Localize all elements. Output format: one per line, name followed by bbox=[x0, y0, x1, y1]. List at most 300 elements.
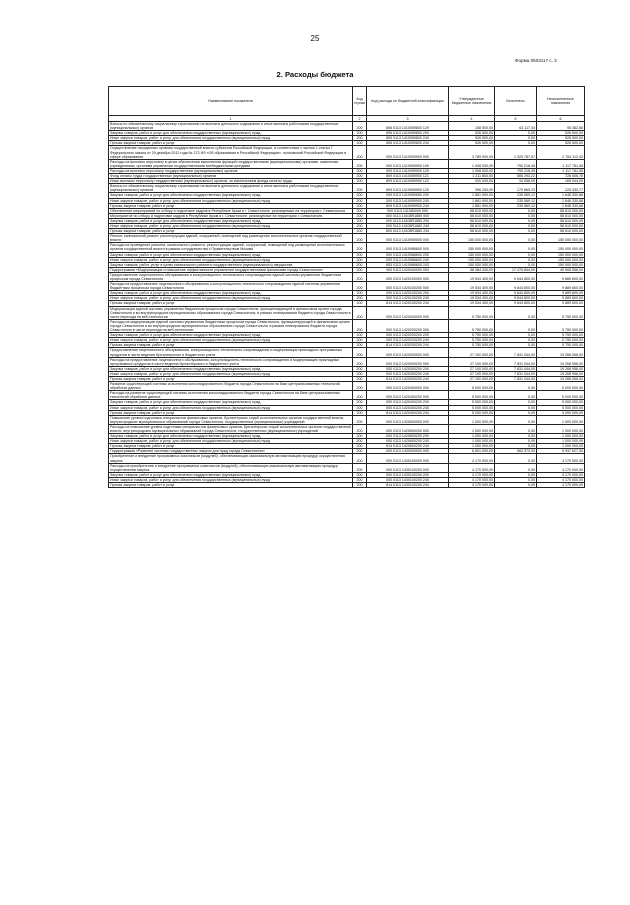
column-number: 4 bbox=[449, 116, 495, 122]
row-line-code: 200 bbox=[353, 141, 367, 146]
row-name: Иные закупки товаров, работ и услуг для обеспечения государственных (муниципальных) нужд bbox=[109, 136, 353, 141]
row-approved-amount: 5 750 000,00 bbox=[449, 306, 495, 319]
row-approved-amount: 1 311 800,00 bbox=[449, 174, 495, 179]
row-executed-amount: 7 831 044,00 bbox=[495, 348, 537, 357]
row-remaining-amount: 58 610 000,00 bbox=[537, 208, 585, 213]
column-number: 2 bbox=[353, 116, 367, 122]
row-line-code: 200 bbox=[353, 371, 367, 376]
row-remaining-amount: 5 000 000,00 bbox=[537, 382, 585, 391]
row-budget-code: 000 0113 14108R1880 240 bbox=[367, 223, 449, 228]
row-line-code: 200 bbox=[353, 306, 367, 319]
row-budget-code: 000 0113 1420400000 000 bbox=[367, 382, 449, 391]
row-remaining-amount: 1 000 000,00 bbox=[537, 439, 585, 444]
row-approved-amount: 396 200,00 bbox=[449, 184, 495, 193]
row-budget-code: 806 0113 1410059800 244 bbox=[367, 141, 449, 146]
row-line-code: 200 bbox=[353, 218, 367, 223]
row-line-code: 200 bbox=[353, 400, 367, 405]
row-name: Расходы на приобретение и внедрение программных комплексов (модулей), обеспечивающих максимальную автоматизацию процедур осуществления закупок bbox=[109, 463, 353, 472]
row-remaining-amount: 9 889 600,00 bbox=[537, 282, 585, 291]
row-executed-amount: 1 025 787,57 bbox=[495, 146, 537, 159]
row-approved-amount: 5 750 000,00 bbox=[449, 343, 495, 348]
row-executed-amount: 0,00 bbox=[495, 252, 537, 257]
row-name: Закупка товаров, работ и услуг для обеспечения государственных (муниципальных) нужд bbox=[109, 252, 353, 257]
row-budget-code: 000 0113 14108R1880 000 bbox=[367, 213, 449, 218]
table-row bbox=[109, 348, 585, 357]
row-executed-amount: 0,00 bbox=[495, 483, 537, 488]
row-budget-code: 814 0113 1430100200 244 bbox=[367, 483, 449, 488]
row-budget-code: 000 0113 1420400200 240 bbox=[367, 405, 449, 410]
row-remaining-amount: 58 610 000,00 bbox=[537, 218, 585, 223]
row-budget-code: 000 0113 141080000 000 bbox=[367, 208, 449, 213]
row-approved-amount: 1 000 000,00 bbox=[449, 439, 495, 444]
row-executed-amount: 0,00 bbox=[495, 131, 537, 136]
row-remaining-amount: 5 000 000,00 bbox=[537, 410, 585, 415]
header-approved: Утвержденные бюджетные назначения bbox=[449, 87, 495, 116]
row-approved-amount: 1 881 900,00 bbox=[449, 203, 495, 208]
row-line-code: 200 bbox=[353, 449, 367, 454]
row-name: Фонд оплаты труда государственных (муниципальных) органов bbox=[109, 174, 353, 179]
row-remaining-amount: 1 646 330,88 bbox=[537, 198, 585, 203]
row-name: Развитие существующей системы исполнения консолидированного бюджета города Севастополя на базе централизованных технологий обработки данных bbox=[109, 382, 353, 391]
row-budget-code: 000 0113 1420100200 200 bbox=[367, 291, 449, 296]
row-executed-amount: 0,00 bbox=[495, 391, 537, 400]
row-remaining-amount: 9 889 600,00 bbox=[537, 291, 585, 296]
row-remaining-amount: 1 000 000,00 bbox=[537, 424, 585, 433]
row-remaining-amount: 1 646 330,88 bbox=[537, 193, 585, 198]
row-remaining-amount: 19 268 956,00 bbox=[537, 376, 585, 381]
row-name: Подпрограмма «Развитие системы государственных закупок для нужд города Севастополя» bbox=[109, 449, 353, 454]
row-remaining-amount: 526 500,00 bbox=[537, 131, 585, 136]
row-budget-code: 809 0113 1410059900 122 bbox=[367, 179, 449, 184]
row-line-code: 200 bbox=[353, 319, 367, 332]
row-budget-code: 000 0113 1410986600 240 bbox=[367, 257, 449, 262]
row-remaining-amount: 1 117 781,55 bbox=[537, 159, 585, 168]
row-approved-amount: 4 170 000,00 bbox=[449, 463, 495, 472]
row-remaining-amount: 58 610 000,00 bbox=[537, 213, 585, 218]
row-name: Закупка товаров, работ и услуг для обеспечения государственных (муниципальных) нужд bbox=[109, 434, 353, 439]
row-remaining-amount: 4 170 000,00 bbox=[537, 483, 585, 488]
row-approved-amount: 58 610 000,00 bbox=[449, 218, 495, 223]
row-name: Расходы на модернизацию единой системы управления бюджетным процессом города Севастополя, функционирующей в финансовом органе города Севастополя и во внутригородских муниципальных образованиях города Севастополя, в рамках планирования бюджета города Севастополя в части перехода на веб-технологии bbox=[109, 319, 353, 332]
row-name: Иные закупки товаров, работ и услуг для обеспечения государственных (муниципальных) нужд bbox=[109, 439, 353, 444]
table-row bbox=[109, 424, 585, 433]
table-row bbox=[109, 415, 585, 424]
row-budget-code: 000 0113 1430100200 200 bbox=[367, 472, 449, 477]
row-budget-code: 814 0113 1420200200 244 bbox=[367, 343, 449, 348]
column-number: 1 bbox=[109, 116, 353, 122]
row-line-code: 200 bbox=[353, 179, 367, 184]
row-executed-amount: 7 831 044,00 bbox=[495, 366, 537, 371]
row-budget-code: 000 0113 1420200000 000 bbox=[367, 306, 449, 319]
row-line-code: 200 bbox=[353, 366, 367, 371]
row-executed-amount: 0,00 bbox=[495, 306, 537, 319]
row-line-code: 200 bbox=[353, 472, 367, 477]
header-line: Код строки bbox=[353, 87, 367, 116]
row-line-code: 200 bbox=[353, 122, 367, 131]
row-executed-amount: 7 831 044,00 bbox=[495, 357, 537, 366]
row-remaining-amount: 526 500,00 bbox=[537, 141, 585, 146]
row-executed-amount: 0,00 bbox=[495, 477, 537, 482]
row-remaining-amount: 150 000 000,00 bbox=[537, 262, 585, 267]
row-remaining-amount: 5 750 000,00 bbox=[537, 333, 585, 338]
table-row bbox=[109, 357, 585, 366]
row-executed-amount: 0,00 bbox=[495, 415, 537, 424]
row-budget-code: 000 0113 1410059900 100 bbox=[367, 159, 449, 168]
row-remaining-amount: 225 330,77 bbox=[537, 184, 585, 193]
row-name: Прочая закупка товаров, работ и услуг bbox=[109, 483, 353, 488]
row-remaining-amount: 5 750 000,00 bbox=[537, 319, 585, 332]
row-budget-code: 814 0113 1420300200 244 bbox=[367, 376, 449, 381]
row-executed-amount: 0,00 bbox=[495, 262, 537, 267]
form-label: Форма 0503117 с. 2 bbox=[515, 58, 557, 63]
row-budget-code: 000 0113 1420100000 000 bbox=[367, 272, 449, 281]
row-line-code: 200 bbox=[353, 174, 367, 179]
row-line-code: 200 bbox=[353, 213, 367, 218]
row-executed-amount: 34 056,00 bbox=[495, 179, 537, 184]
row-remaining-amount: 150 000 000,00 bbox=[537, 257, 585, 262]
row-approved-amount: 5 000 000,00 bbox=[449, 405, 495, 410]
row-executed-amount: 17 475 844,00 bbox=[495, 267, 537, 272]
row-approved-amount: 19 534 400,00 bbox=[449, 296, 495, 301]
table-row bbox=[109, 463, 585, 472]
row-name: Модернизация единой системы управления бюджетным процессом города Севастополя, функционирующей в финансовом органе города Севастополя и во внутригородских муниципальных образованиях города Севастополя, в рамках планирования бюджета города Севастополя в части перехода на веб-технологии bbox=[110, 306, 351, 319]
row-line-code: 200 bbox=[353, 243, 367, 252]
row-approved-amount: 1 000 000,00 bbox=[449, 444, 495, 449]
row-line-code: 200 bbox=[353, 382, 367, 391]
row-line-code: 200 bbox=[353, 434, 367, 439]
row-line-code: 200 bbox=[353, 348, 367, 357]
row-executed-amount: 0,00 bbox=[495, 463, 537, 472]
row-remaining-amount: 5 750 000,00 bbox=[537, 343, 585, 348]
row-approved-amount: 5 750 000,00 bbox=[449, 338, 495, 343]
row-approved-amount: 1 000 000,00 bbox=[449, 434, 495, 439]
row-line-code: 200 bbox=[353, 301, 367, 306]
row-line-code: 200 bbox=[353, 338, 367, 343]
row-name: Прочая закупка товаров, работ и услуг bbox=[109, 410, 353, 415]
row-budget-code: 000 0113 1410059900 200 bbox=[367, 193, 449, 198]
column-number: 5 bbox=[495, 116, 537, 122]
row-line-code: 200 bbox=[353, 223, 367, 228]
header-row bbox=[109, 87, 585, 116]
row-budget-code: 000 0113 1430100000 000 bbox=[367, 454, 449, 463]
row-approved-amount: 5 750 000,00 bbox=[449, 333, 495, 338]
row-line-code: 200 bbox=[353, 405, 367, 410]
row-executed-amount: 0,00 bbox=[495, 223, 537, 228]
row-executed-amount: 790 218,45 bbox=[495, 168, 537, 173]
row-line-code: 200 bbox=[353, 262, 367, 267]
row-budget-code: 000 0113 14108R1880 200 bbox=[367, 218, 449, 223]
row-executed-amount: 0,00 bbox=[495, 454, 537, 463]
row-budget-code: 000 0113 1430100200 240 bbox=[367, 477, 449, 482]
row-approved-amount: 200 000,00 bbox=[449, 179, 495, 184]
row-remaining-amount: 526 500,00 bbox=[537, 136, 585, 141]
row-executed-amount: 0,00 bbox=[495, 243, 537, 252]
row-budget-code: 806 0113 1410059800 200 bbox=[367, 131, 449, 136]
row-remaining-amount: 19 268 956,00 bbox=[537, 366, 585, 371]
row-approved-amount: 5 000 000,00 bbox=[449, 382, 495, 391]
row-approved-amount: 150 000 000,00 bbox=[449, 262, 495, 267]
row-line-code: 200 bbox=[353, 454, 367, 463]
row-executed-amount: 0,00 bbox=[495, 439, 537, 444]
row-budget-code: 000 0113 1420200200 240 bbox=[367, 338, 449, 343]
row-name: Иные закупки товаров, работ и услуг для обеспечения государственных (муниципальных) нужд bbox=[109, 223, 353, 228]
row-line-code: 200 bbox=[353, 415, 367, 424]
row-budget-code: 809 0113 1410059900 129 bbox=[367, 184, 449, 193]
table-row bbox=[109, 243, 585, 252]
row-executed-amount: 235 569,12 bbox=[495, 203, 537, 208]
row-executed-amount: 790 218,45 bbox=[495, 159, 537, 168]
row-budget-code: 000 0113 1420100200 240 bbox=[367, 296, 449, 301]
row-approved-amount: 1 000 000,00 bbox=[449, 424, 495, 433]
table-row bbox=[109, 184, 585, 193]
row-remaining-amount: 19 268 956,00 bbox=[537, 357, 585, 366]
row-executed-amount: 0,00 bbox=[495, 229, 537, 234]
row-name: Закупка товаров, работ и услуг для обеспечения государственных (муниципальных) нужд bbox=[109, 193, 353, 198]
row-name: Закупка товаров, работ и услуг для обеспечения государственных (муниципальных) нужд bbox=[109, 366, 353, 371]
row-budget-code: 000 0113 1420600200 200 bbox=[367, 434, 449, 439]
row-approved-amount: 19 534 400,00 bbox=[449, 291, 495, 296]
row-name: Закупка товаров, работ и услуг для обеспечения государственных (муниципальных) нужд bbox=[109, 333, 353, 338]
table-row bbox=[109, 382, 585, 391]
row-remaining-amount: 4 170 000,00 bbox=[537, 472, 585, 477]
row-name: Прочая закупка товаров, работ и услуг bbox=[109, 376, 353, 381]
row-approved-amount: 4 170 000,00 bbox=[449, 483, 495, 488]
row-line-code: 200 bbox=[353, 439, 367, 444]
row-name: Иные закупки товаров, работ и услуг для обеспечения государственных (муниципальных) нужд bbox=[109, 338, 353, 343]
row-name: Иные закупки товаров, работ и услуг для обеспечения государственных (муниципальных) нужд bbox=[109, 296, 353, 301]
row-name: Прочая закупка товаров, работ и услуг bbox=[109, 229, 353, 234]
row-line-code: 200 bbox=[353, 333, 367, 338]
row-budget-code: 000 0113 1410900000 000 bbox=[367, 234, 449, 243]
header-name: Наименование показателя bbox=[109, 87, 353, 116]
row-remaining-amount: 19 268 956,00 bbox=[537, 371, 585, 376]
row-remaining-amount: 40 908 556,00 bbox=[537, 267, 585, 272]
row-approved-amount: 58 610 000,00 bbox=[449, 208, 495, 213]
row-executed-amount: 0,00 bbox=[495, 333, 537, 338]
row-remaining-amount: 4 170 000,00 bbox=[537, 477, 585, 482]
row-line-code: 200 bbox=[353, 343, 367, 348]
row-approved-amount: 4 170 000,00 bbox=[449, 454, 495, 463]
row-executed-amount: 0,00 bbox=[495, 208, 537, 213]
row-name: Расходы на повышение уровня подготовки специалистов финансовых органов, бухгалтерских служб исполнительных органов государственной власти, внутригородских муниципальных образований города Севастополя, государственных (муниципальных) учреждений bbox=[110, 424, 351, 433]
row-approved-amount: 19 534 400,00 bbox=[449, 301, 495, 306]
row-approved-amount: 1 908 000,00 bbox=[449, 159, 495, 168]
row-remaining-amount: 165 944,00 bbox=[537, 179, 585, 184]
row-name: Закупка товаров, работ и услуг для обеспечения государственных (муниципальных) нужд bbox=[109, 400, 353, 405]
row-name: Мероприятие по отбору и подготовке кадров в Республике Крым и г. Севастополе, реализуемые на территории г. Севастополя bbox=[109, 213, 353, 218]
row-name: Расходы на выплаты персоналу государственных (муниципальных) органов bbox=[109, 168, 353, 173]
row-budget-code: 000 0113 1420400200 000 bbox=[367, 391, 449, 400]
row-line-code: 200 bbox=[353, 234, 367, 243]
row-budget-code: 000 0113 1410986600 000 bbox=[367, 243, 449, 252]
row-budget-code: 000 0113 1420300200 240 bbox=[367, 371, 449, 376]
table-row bbox=[109, 122, 585, 131]
table-row bbox=[109, 159, 585, 168]
row-approved-amount: 27 100 000,00 bbox=[449, 376, 495, 381]
row-remaining-amount: 9 889 600,00 bbox=[537, 296, 585, 301]
row-budget-code: 000 0113 1420200200 000 bbox=[367, 319, 449, 332]
row-remaining-amount: 1 000 000,00 bbox=[537, 434, 585, 439]
row-line-code: 200 bbox=[353, 391, 367, 400]
row-name: Предоставление лицензионного обслуживания, консультационно-технического сопровождения и модернизация прикладных программных продуктов в части ведения бухгалтерского и бюджетного учета bbox=[109, 348, 353, 357]
row-budget-code: 000 0113 1410059900 000 bbox=[367, 146, 449, 159]
row-approved-amount: 5 000 000,00 bbox=[449, 391, 495, 400]
row-line-code: 200 bbox=[353, 146, 367, 159]
row-approved-amount: 19 534 400,00 bbox=[449, 282, 495, 291]
row-executed-amount: 0,00 bbox=[495, 319, 537, 332]
row-budget-code: 000 0113 1410986600 200 bbox=[367, 252, 449, 257]
table-row bbox=[109, 146, 585, 159]
row-approved-amount: 526 500,00 bbox=[449, 136, 495, 141]
table-row bbox=[109, 319, 585, 332]
row-remaining-amount: 95 382,66 bbox=[537, 122, 585, 131]
row-approved-amount: 5 000 000,00 bbox=[449, 400, 495, 405]
row-remaining-amount: 58 610 000,00 bbox=[537, 223, 585, 228]
row-name: Иные закупки товаров, работ и услуг для обеспечения государственных (муниципальных) нужд bbox=[109, 257, 353, 262]
row-line-code: 200 bbox=[353, 252, 367, 257]
row-approved-amount: 1 000 000,00 bbox=[449, 415, 495, 424]
row-executed-amount: 0,00 bbox=[495, 405, 537, 410]
row-name: Иные выплаты персоналу государственных (муниципальных) органов, за исключением фонда оплаты труда bbox=[109, 179, 353, 184]
row-approved-amount: 27 100 000,00 bbox=[449, 366, 495, 371]
row-name: Осуществление переданных органам государственной власти субъектов Российской Федерации, в соответствии с частью 1 статьи 7 Федерального закона от 29 декабря 2012 года № 273-ФЗ «Об образовании в Российской Федерации», полномочий Российской Федерации в сфере образования bbox=[109, 146, 353, 159]
row-approved-amount: 150 000 000,00 bbox=[449, 257, 495, 262]
row-line-code: 200 bbox=[353, 463, 367, 472]
row-name: Расходы на предоставление лицензионного обслуживания, консультационно-технического сопровождения и модернизацию прикладных программных продуктов в части ведения бухгалтерского и бюджетного учета bbox=[109, 357, 353, 366]
row-approved-amount: 19 534 400,00 bbox=[449, 272, 495, 281]
row-line-code: 200 bbox=[353, 483, 367, 488]
section-title: 2. Расходы бюджета bbox=[276, 70, 354, 79]
row-line-code: 200 bbox=[353, 229, 367, 234]
row-approved-amount: 58 610 000,00 bbox=[449, 229, 495, 234]
row-executed-amount: 663 373,00 bbox=[495, 449, 537, 454]
row-name: Предоставление лицензионного обслуживания и консультационно-технического сопровождения единой системы управления бюджетным процессом города Севастополя bbox=[109, 272, 353, 281]
row-name: Приобретение и внедрение программных комплексов (модулей), обеспечивающих максимальную автоматизацию процедур осуществления закупок bbox=[109, 454, 353, 463]
row-executed-amount: 0,00 bbox=[495, 338, 537, 343]
row-line-code: 200 bbox=[353, 184, 367, 193]
row-approved-amount: 526 500,00 bbox=[449, 131, 495, 136]
table-row bbox=[109, 391, 585, 400]
row-line-code: 200 bbox=[353, 291, 367, 296]
row-executed-amount: 235 569,12 bbox=[495, 193, 537, 198]
row-name: Закупка товаров, работ и услуг для обеспечения государственных (муниципальных) нужд bbox=[109, 131, 353, 136]
row-line-code: 200 bbox=[353, 267, 367, 272]
row-remaining-amount: 150 000 000,00 bbox=[537, 243, 585, 252]
row-line-code: 200 bbox=[353, 136, 367, 141]
row-approved-amount: 1 881 900,00 bbox=[449, 198, 495, 203]
row-approved-amount: 1 881 900,00 bbox=[449, 193, 495, 198]
table-row bbox=[109, 282, 585, 291]
row-line-code: 200 bbox=[353, 208, 367, 213]
table-row bbox=[109, 272, 585, 281]
row-name: Иные закупки товаров, работ и услуг для обеспечения государственных (муниципальных) нужд bbox=[109, 405, 353, 410]
column-number: 3 bbox=[367, 116, 449, 122]
header-code: Код расхода по бюджетной классификации bbox=[367, 87, 449, 116]
row-remaining-amount: 1 646 330,88 bbox=[537, 203, 585, 208]
row-name: Закупка товаров, работ и услуг для обеспечения государственных (муниципальных) нужд bbox=[109, 218, 353, 223]
row-name: Закупка товаров, работ, услуг в целях капитального ремонта государственного (муниципального) имущества bbox=[109, 262, 353, 267]
row-name: Иные закупки товаров, работ и услуг для обеспечения государственных (муниципальных) нужд bbox=[109, 371, 353, 376]
row-remaining-amount: 4 170 000,00 bbox=[537, 463, 585, 472]
row-budget-code: 853 0113 1410986600 243 bbox=[367, 262, 449, 267]
row-name: Прочая закупка товаров, работ и услуг bbox=[109, 141, 353, 146]
row-executed-amount: 0,00 bbox=[495, 213, 537, 218]
row-executed-amount: 9 644 800,00 bbox=[495, 301, 537, 306]
row-budget-code: 000 0113 1420100200 000 bbox=[367, 282, 449, 291]
row-budget-code: 806 0113 1410059800 240 bbox=[367, 136, 449, 141]
row-executed-amount: 0,00 bbox=[495, 218, 537, 223]
row-executed-amount: 0,00 bbox=[495, 382, 537, 391]
row-budget-code: 000 0113 1420600200 000 bbox=[367, 424, 449, 433]
row-line-code: 200 bbox=[353, 193, 367, 198]
row-approved-amount: 526 500,00 bbox=[449, 141, 495, 146]
row-name: Прочая закупка товаров, работ и услуг bbox=[109, 444, 353, 449]
row-remaining-amount: 150 000 000,00 bbox=[537, 234, 585, 243]
row-budget-code: 000 0113 1430000000 000 bbox=[367, 449, 449, 454]
row-name: Взносы по обязательному социальному страхованию на выплаты денежного содержания и иные выплаты работникам государственных (муниципальных) органов bbox=[109, 122, 353, 131]
row-approved-amount: 150 000 000,00 bbox=[449, 252, 495, 257]
row-remaining-amount: 19 268 956,00 bbox=[537, 348, 585, 357]
row-name: Прочая закупка товаров, работ и услуг bbox=[109, 203, 353, 208]
row-remaining-amount: 5 000 000,00 bbox=[537, 391, 585, 400]
row-approved-amount: 27 100 000,00 bbox=[449, 348, 495, 357]
row-approved-amount: 58 610 000,00 bbox=[449, 213, 495, 218]
row-line-code: 200 bbox=[353, 296, 367, 301]
row-name: Повышение уровня подготовки специалистов финансовых органов, бухгалтерских служб исполнительных органов государственной власти, внутригородских муниципальных образований города Севастополя, государственных (муниципальных) учреждений bbox=[109, 415, 353, 424]
row-remaining-amount: 5 937 627,00 bbox=[537, 449, 585, 454]
row-executed-amount: 0,00 bbox=[495, 424, 537, 433]
row-budget-code: 000 0113 1420000000 000 bbox=[367, 267, 449, 272]
row-name: Иные закупки товаров, работ и услуг для обеспечения государственных (муниципальных) нужд bbox=[109, 198, 353, 203]
row-budget-code: 000 0113 1420300200 200 bbox=[367, 366, 449, 371]
row-line-code: 200 bbox=[353, 376, 367, 381]
row-name: Прочая закупка товаров, работ и услуг bbox=[109, 301, 353, 306]
row-executed-amount: 9 644 800,00 bbox=[495, 296, 537, 301]
row-name: Расходы на выплаты персоналу в целях обеспечения выполнения функций государственными (муниципальными) органами, казенными учреждениями, органами управления государственными внебюджетными фондами bbox=[109, 159, 353, 168]
row-approved-amount: 6 601 000,00 bbox=[449, 449, 495, 454]
row-line-code: 200 bbox=[353, 272, 367, 281]
row-approved-amount: 5 000 000,00 bbox=[449, 410, 495, 415]
row-executed-amount: 0,00 bbox=[495, 141, 537, 146]
row-line-code: 200 bbox=[353, 424, 367, 433]
header-remaining: Неисполненные назначения bbox=[537, 87, 585, 116]
row-executed-amount: 0,00 bbox=[495, 434, 537, 439]
row-executed-amount: 0,00 bbox=[495, 234, 537, 243]
row-name: Подпрограмма «Модернизация и повышение эффективности управления государственными финансами города Севастополя» bbox=[109, 267, 353, 272]
row-remaining-amount: 1 000 000,00 bbox=[537, 415, 585, 424]
row-executed-amount: 0,00 bbox=[495, 410, 537, 415]
row-budget-code: 809 0113 1410059900 121 bbox=[367, 174, 449, 179]
row-remaining-amount: 9 889 600,00 bbox=[537, 272, 585, 281]
row-executed-amount: 9 644 800,00 bbox=[495, 291, 537, 296]
row-approved-amount: 27 100 000,00 bbox=[449, 371, 495, 376]
row-executed-amount: 0,00 bbox=[495, 472, 537, 477]
row-approved-amount: 58 384 430,00 bbox=[449, 267, 495, 272]
row-name: Иные закупки товаров, работ и услуг для обеспечения государственных (муниципальных) нужд bbox=[109, 477, 353, 482]
row-line-code: 200 bbox=[353, 159, 367, 168]
row-line-code: 200 bbox=[353, 257, 367, 262]
row-executed-amount: 585 293,22 bbox=[495, 174, 537, 179]
row-name: Расходы на развитие существующей системы исполнения консолидированного бюджета города Севастополя на базе централизованных технологий обработки данных bbox=[109, 391, 353, 400]
row-line-code: 200 bbox=[353, 444, 367, 449]
row-executed-amount: 235 569,12 bbox=[495, 198, 537, 203]
row-name: Прочая закупка товаров, работ и услуг bbox=[109, 343, 353, 348]
row-line-code: 200 bbox=[353, 410, 367, 415]
row-executed-amount: 0,00 bbox=[495, 400, 537, 405]
row-executed-amount: 0,00 bbox=[495, 257, 537, 262]
row-approved-amount: 3 789 900,00 bbox=[449, 146, 495, 159]
row-line-code: 200 bbox=[353, 477, 367, 482]
